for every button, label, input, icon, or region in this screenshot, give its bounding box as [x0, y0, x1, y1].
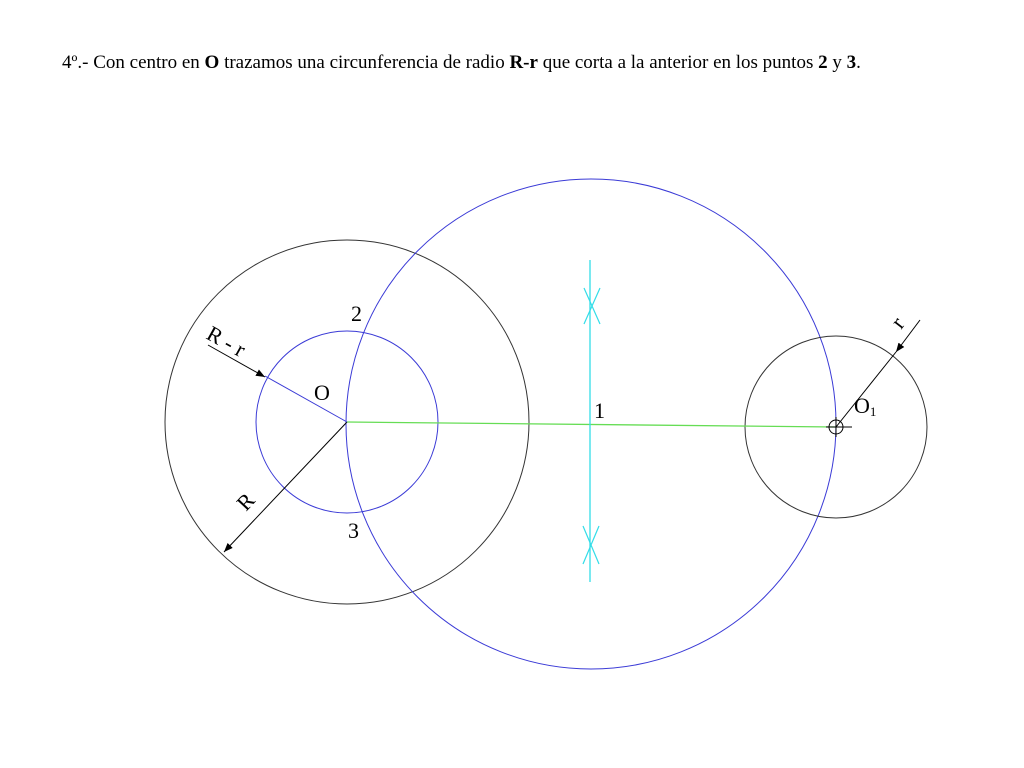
label-center-o1-sub: 1: [869, 404, 877, 419]
label-center-o1-main: O: [854, 393, 870, 418]
instruction-point-b: 3: [846, 52, 857, 73]
label-point-2: 2: [351, 301, 362, 326]
line-o-o1: [347, 422, 836, 427]
radius-R-minus-r-line-inner: [265, 376, 347, 422]
instruction-radius-name: R-r: [509, 52, 538, 73]
bisector-arc-top: [584, 288, 600, 324]
label-center-o1: [854, 393, 876, 419]
instruction-suffix: .: [856, 52, 861, 73]
bisector-arc-bottom: [583, 526, 599, 564]
instruction-prefix: 4º.- Con centro en: [62, 52, 205, 73]
instruction-center-name: O: [204, 52, 220, 73]
label-radius-R-minus-r: R - r: [202, 320, 250, 362]
label-center-o: O: [314, 380, 330, 405]
label-radius-r: r: [885, 311, 910, 334]
instruction-conjunction: y: [827, 52, 847, 73]
radius-R-line: [224, 422, 347, 552]
instruction-after-radius: que corta a la anterior en los puntos: [537, 52, 819, 73]
label-point-1: 1: [594, 398, 605, 423]
instruction-middle: trazamos una circunferencia de radio: [219, 52, 510, 73]
instruction-point-a: 2: [818, 52, 828, 73]
label-point-3: 3: [348, 518, 359, 543]
label-radius-R: R: [231, 487, 260, 516]
